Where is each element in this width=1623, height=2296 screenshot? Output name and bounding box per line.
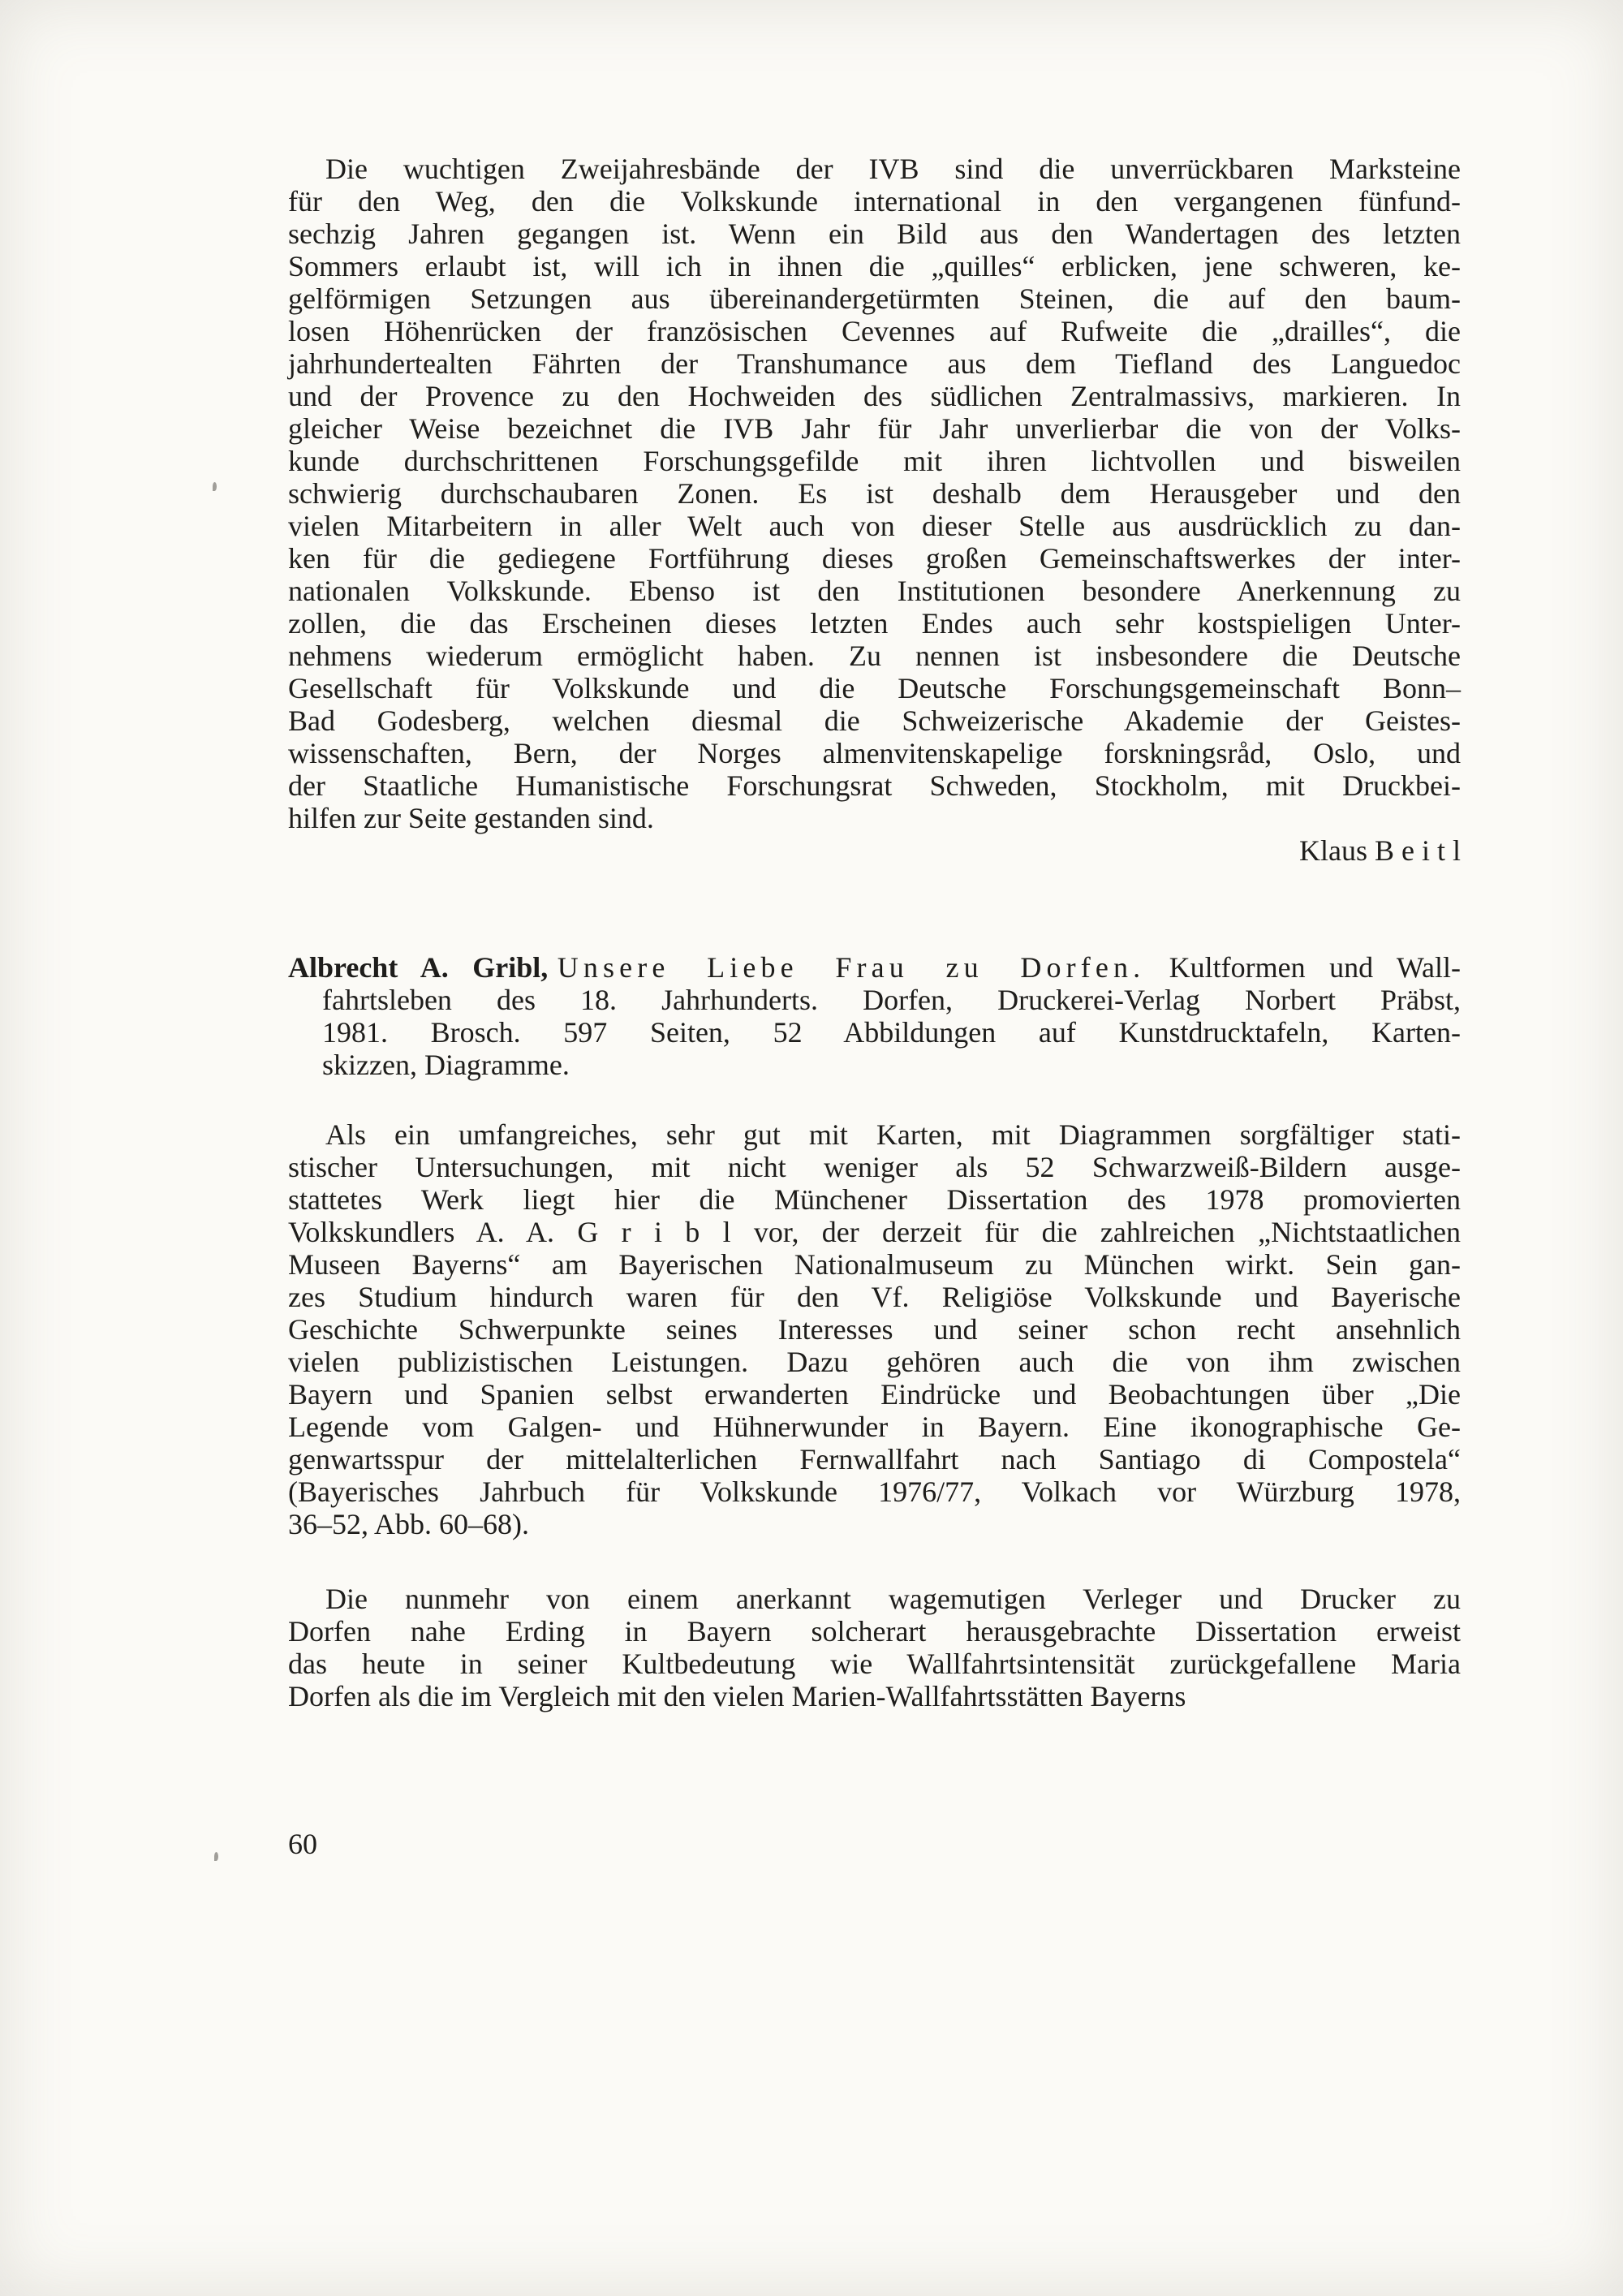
closing-paragraph	[288, 153, 1461, 834]
text-line: Gesellschaft für Volkskunde und die Deutsche Forschungsgemeinschaft Bonn–	[288, 672, 1461, 704]
text-line: Sommers erlaubt ist, will ich in ihnen die „quilles“ erblicken, jene schweren, ke-	[288, 250, 1461, 282]
text-line: gleicher Weise bezeichnet die IVB Jahr für Jahr unverlierbar die von der Volks-	[288, 412, 1461, 445]
text-line: ken für die gediegene Fortführung dieses großen Gemeinschaftswerkes der inter-	[288, 542, 1461, 575]
review-author: Albrecht A. Gribl,	[288, 951, 549, 984]
text-line: nationalen Volkskunde. Ebenso ist den Institutionen besondere Anerkennung zu	[288, 575, 1461, 607]
text-line: der Staatliche Humanistische Forschungsrat Schweden, Stockholm, mit Druckbei-	[288, 769, 1461, 802]
text-line: fahrtsleben des 18. Jahrhunderts. Dorfen, Druckerei-Verlag Norbert Präbst,	[322, 984, 1461, 1016]
scan-speck	[214, 1852, 218, 1861]
citation-line-1	[288, 951, 1461, 984]
text-line: stischer Untersuchungen, mit nicht weniger als 52 Schwarzweiß-Bildern ausge-	[288, 1151, 1461, 1183]
text-line: Museen Bayerns“ am Bayerischen Nationalmuseum zu München wirkt. Sein gan-	[288, 1248, 1461, 1281]
review-paragraph-1-lines	[288, 1118, 1461, 1540]
text-line: zollen, die das Erscheinen dieses letzten Endes auch sehr kostspieligen Unter-	[288, 607, 1461, 640]
text-line: losen Höhenrücken der französischen Cevennes auf Rufweite die „drailles“, die	[288, 315, 1461, 347]
text-line: Bayern und Spanien selbst erwanderten Eindrücke und Beobachtungen über „Die	[288, 1378, 1461, 1411]
text-line: (Bayerisches Jahrbuch für Volkskunde 1976/77, Volkach vor Würzburg 1978,	[288, 1475, 1461, 1508]
review-paragraph-1	[288, 1118, 1461, 1540]
text-line: Die nunmehr von einem anerkannt wagemutigen Verleger und Drucker zu	[325, 1583, 1461, 1615]
text-line: stattetes Werk liegt hier die Münchener Dissertation des 1978 promovierten	[288, 1183, 1461, 1216]
review-paragraph-2-lines	[288, 1583, 1461, 1712]
text-line: Als ein umfangreiches, sehr gut mit Karten, mit Diagrammen sorgfältiger stati-	[325, 1118, 1461, 1151]
closing-paragraph-lines	[288, 153, 1461, 834]
text-line: das heute in seiner Kultbedeutung wie Wallfahrtsintensität zurückgefallene Maria	[288, 1648, 1461, 1680]
text-line: zes Studium hindurch waren für den Vf. Religiöse Volkskunde und Bayerische	[288, 1281, 1461, 1313]
page-number: 60	[288, 1828, 317, 1860]
text-line: vielen publizistischen Leistungen. Dazu gehören auch die von ihm zwischen	[288, 1346, 1461, 1378]
text-line: hilfen zur Seite gestanden sind.	[288, 802, 654, 834]
text-line: Die wuchtigen Zweijahresbände der IVB sind die unverrückbaren Marksteine	[325, 153, 1461, 185]
review-title: Unsere Liebe Frau zu Dorfen.	[557, 951, 1146, 984]
review-paragraph-2	[288, 1583, 1461, 1712]
scan-speck	[213, 482, 217, 491]
text-line: gelförmigen Setzungen aus übereinandergetürmten Steinen, die auf den baum-	[288, 282, 1461, 315]
citation-tail: Kultformen und Wall-	[1145, 951, 1461, 984]
text-line: genwartsspur der mittelalterlichen Fernwallfahrt nach Santiago di Compostela“	[288, 1443, 1461, 1475]
text-line: 36–52, Abb. 60–68).	[288, 1508, 529, 1540]
text-line: nehmens wiederum ermöglicht haben. Zu nennen ist insbesondere die Deutsche	[288, 640, 1461, 672]
text-line: sechzig Jahren gegangen ist. Wenn ein Bild aus den Wandertagen des letzten	[288, 218, 1461, 250]
text-line: skizzen, Diagramme.	[322, 1049, 570, 1081]
citation-continuation-lines	[288, 984, 1461, 1081]
text-line: Bad Godesberg, welchen diesmal die Schweizerische Akademie der Geistes-	[288, 704, 1461, 737]
page-text-block	[288, 153, 1461, 1860]
text-line: Dorfen als die im Vergleich mit den vielen Marien-Wallfahrtsstätten Bayerns	[288, 1680, 1186, 1712]
text-line: jahrhundertealten Fährten der Transhumance aus dem Tiefland des Languedoc	[288, 347, 1461, 380]
reviewer-signature: Klaus B e i t l	[1299, 834, 1461, 867]
text-line: Geschichte Schwerpunkte seines Interesses und seiner schon recht ansehnlich	[288, 1313, 1461, 1346]
text-line: und der Provence zu den Hochweiden des südlichen Zentralmassivs, markieren. In	[288, 380, 1461, 412]
text-line: schwierig durchschaubaren Zonen. Es ist deshalb dem Herausgeber und den	[288, 477, 1461, 510]
text-line: Volkskundlers A. A. G r i b l vor, der derzeit für die zahlreichen „Nichtstaatlichen	[288, 1216, 1461, 1248]
text-line: wissenschaften, Bern, der Norges almenvitenskapelige forskningsråd, Oslo, und	[288, 737, 1461, 769]
text-line: vielen Mitarbeitern in aller Welt auch von dieser Stelle aus ausdrücklich zu dan-	[288, 510, 1461, 542]
review-citation	[288, 951, 1461, 1081]
text-line: Dorfen nahe Erding in Bayern solcherart herausgebrachte Dissertation erweist	[288, 1615, 1461, 1648]
text-line: Legende vom Galgen- und Hühnerwunder in Bayern. Eine ikonographische Ge-	[288, 1411, 1461, 1443]
text-line: 1981. Brosch. 597 Seiten, 52 Abbildungen auf Kunstdrucktafeln, Karten-	[322, 1016, 1461, 1049]
text-line: kunde durchschrittenen Forschungsgefilde mit ihren lichtvollen und bisweilen	[288, 445, 1461, 477]
text-line: für den Weg, den die Volkskunde international in den vergangenen fünfund-	[288, 185, 1461, 218]
